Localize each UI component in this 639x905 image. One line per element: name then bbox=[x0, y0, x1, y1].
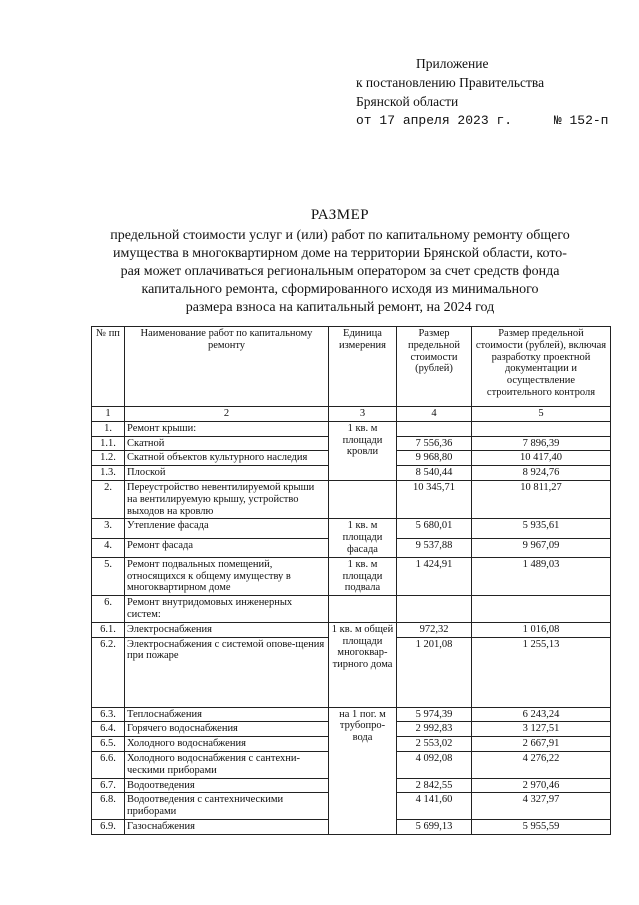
work-name: Холодного водоснабжения с сантехни-ческими приборами bbox=[125, 751, 329, 778]
row-number: 4. bbox=[92, 538, 125, 557]
cost-value-with-design: 10 811,27 bbox=[472, 480, 611, 518]
work-name: Переустройство невентилируемой крыши на вентилируемую крышу, устройство выходов на кровлю bbox=[125, 480, 329, 518]
cost-value: 2 842,55 bbox=[397, 778, 472, 793]
header-no: № пп bbox=[92, 327, 125, 407]
work-name: Холодного водоснабжения bbox=[125, 737, 329, 752]
cost-value-with-design: 3 127,51 bbox=[472, 722, 611, 737]
cost-value: 9 968,80 bbox=[397, 451, 472, 466]
cost-value-with-design: 1 016,08 bbox=[472, 622, 611, 637]
unit-cell: 1 кв. м площади фасада bbox=[329, 519, 397, 557]
cost-value-with-design: 4 276,22 bbox=[472, 751, 611, 778]
cost-table bbox=[91, 326, 611, 835]
cost-value-with-design: 5 935,61 bbox=[472, 519, 611, 538]
row-number: 6. bbox=[92, 596, 125, 623]
work-name: Электроснабжения с системой опове-щения при пожаре bbox=[125, 637, 329, 707]
row-number: 1.3. bbox=[92, 466, 125, 481]
row-number: 5. bbox=[92, 557, 125, 595]
decree-date: 17 апреля 2023 г. bbox=[379, 113, 513, 128]
work-name: Утепление фасада bbox=[125, 519, 329, 538]
table-row bbox=[92, 622, 611, 637]
appendix-decree: к постановлению Правительства bbox=[356, 75, 545, 90]
row-number: 6.9. bbox=[92, 819, 125, 834]
date-prefix: от bbox=[356, 113, 372, 128]
cost-value bbox=[397, 421, 472, 436]
decree-number: № 152-п bbox=[553, 113, 609, 128]
unit-cell-empty bbox=[329, 596, 397, 623]
unit-cell: 1 кв. м общей площади многоквар-тирного дома bbox=[329, 622, 397, 707]
cost-value-with-design: 2 667,91 bbox=[472, 737, 611, 752]
column-number: 3 bbox=[329, 407, 397, 422]
work-name: Электроснабжения bbox=[125, 622, 329, 637]
cost-value-with-design: 6 243,24 bbox=[472, 707, 611, 722]
work-name: Теплоснабжения bbox=[125, 707, 329, 722]
title-line-4: капитального ремонта, сформированного исходя из минимального bbox=[141, 282, 539, 297]
cost-value: 5 699,13 bbox=[397, 819, 472, 834]
cost-value: 2 553,02 bbox=[397, 737, 472, 752]
row-number: 1. bbox=[92, 421, 125, 436]
cost-value-with-design: 2 970,46 bbox=[472, 778, 611, 793]
work-name: Ремонт крыши: bbox=[125, 421, 329, 436]
unit-cell: 1 кв. м площади подвала bbox=[329, 557, 397, 595]
title-line-5: размера взноса на капитальный ремонт, на 2024 год bbox=[185, 300, 495, 315]
header-value: Размер предельной стоимости (рублей) bbox=[397, 327, 472, 407]
cost-value-with-design: 8 924,76 bbox=[472, 466, 611, 481]
cost-value-with-design: 4 327,97 bbox=[472, 793, 611, 820]
work-name: Ремонт подвальных помещений, относящихся к общему имуществу в многоквартирном доме bbox=[125, 557, 329, 595]
title-line-1: предельной стоимости услуг и (или) работ по капитальному ремонту общего bbox=[110, 228, 570, 243]
cost-value: 4 092,08 bbox=[397, 751, 472, 778]
row-number: 1.2. bbox=[92, 451, 125, 466]
cost-value-with-design: 7 896,39 bbox=[472, 436, 611, 451]
table-row bbox=[92, 480, 611, 518]
work-name: Водоотведения с сантехническими приборами bbox=[125, 793, 329, 820]
table-row bbox=[92, 519, 611, 538]
cost-value: 9 537,88 bbox=[397, 538, 472, 557]
row-number: 6.5. bbox=[92, 737, 125, 752]
table-row bbox=[92, 421, 611, 436]
cost-value: 972,32 bbox=[397, 622, 472, 637]
cost-value-with-design bbox=[472, 421, 611, 436]
appendix-date-line bbox=[356, 111, 608, 130]
row-number: 6.1. bbox=[92, 622, 125, 637]
title-main: РАЗМЕР bbox=[310, 207, 370, 223]
document-title bbox=[80, 206, 600, 317]
cost-value-with-design: 1 489,03 bbox=[472, 557, 611, 595]
table-row bbox=[92, 557, 611, 595]
row-number: 6.4. bbox=[92, 722, 125, 737]
cost-value: 5 680,01 bbox=[397, 519, 472, 538]
work-name: Скатной объектов культурного наследия bbox=[125, 451, 329, 466]
column-number: 4 bbox=[397, 407, 472, 422]
column-number: 1 bbox=[92, 407, 125, 422]
unit-cell: 1 кв. м площади кровли bbox=[329, 421, 397, 480]
row-number: 6.6. bbox=[92, 751, 125, 778]
row-number: 3. bbox=[92, 519, 125, 538]
row-number: 2. bbox=[92, 480, 125, 518]
row-number: 6.2. bbox=[92, 637, 125, 707]
unit-cell: на 1 пог. м трубопро-вода bbox=[329, 707, 397, 834]
work-name: Водоотведения bbox=[125, 778, 329, 793]
appendix-block bbox=[356, 54, 608, 130]
work-name: Газоснабжения bbox=[125, 819, 329, 834]
column-number: 2 bbox=[125, 407, 329, 422]
cost-value-with-design: 1 255,13 bbox=[472, 637, 611, 707]
work-name: Ремонт фасада bbox=[125, 538, 329, 557]
work-name: Плоской bbox=[125, 466, 329, 481]
header-value-with-design: Размер предельной стоимости (рублей), включая разработку проектной документации и осуществление строительного контроля bbox=[472, 327, 611, 407]
row-number: 6.7. bbox=[92, 778, 125, 793]
cost-value: 4 141,60 bbox=[397, 793, 472, 820]
cost-value bbox=[397, 596, 472, 623]
cost-value: 1 201,08 bbox=[397, 637, 472, 707]
cost-value: 10 345,71 bbox=[397, 480, 472, 518]
title-line-2: имущества в многоквартирном доме на территории Брянской области, кото- bbox=[113, 246, 567, 261]
row-number: 6.8. bbox=[92, 793, 125, 820]
work-name: Ремонт внутридомовых инженерных систем: bbox=[125, 596, 329, 623]
table-row bbox=[92, 707, 611, 722]
cost-value-with-design: 10 417,40 bbox=[472, 451, 611, 466]
cost-value-with-design: 5 955,59 bbox=[472, 819, 611, 834]
table-row bbox=[92, 596, 611, 623]
cost-value: 8 540,44 bbox=[397, 466, 472, 481]
header-name: Наименование работ по капитальному ремонту bbox=[125, 327, 329, 407]
row-number: 1.1. bbox=[92, 436, 125, 451]
appendix-region: Брянской области bbox=[356, 94, 459, 109]
appendix-title: Приложение bbox=[416, 56, 489, 71]
title-line-3: рая может оплачиваться региональным оператором за счет средств фонда bbox=[120, 264, 560, 279]
column-number: 5 bbox=[472, 407, 611, 422]
header-unit: Единица измерения bbox=[329, 327, 397, 407]
cost-value-with-design bbox=[472, 596, 611, 623]
cost-value: 2 992,83 bbox=[397, 722, 472, 737]
work-name: Скатной bbox=[125, 436, 329, 451]
cost-value: 5 974,39 bbox=[397, 707, 472, 722]
row-number: 6.3. bbox=[92, 707, 125, 722]
unit-cell-empty bbox=[329, 480, 397, 518]
cost-value-with-design: 9 967,09 bbox=[472, 538, 611, 557]
cost-value: 1 424,91 bbox=[397, 557, 472, 595]
cost-value: 7 556,36 bbox=[397, 436, 472, 451]
work-name: Горячего водоснабжения bbox=[125, 722, 329, 737]
